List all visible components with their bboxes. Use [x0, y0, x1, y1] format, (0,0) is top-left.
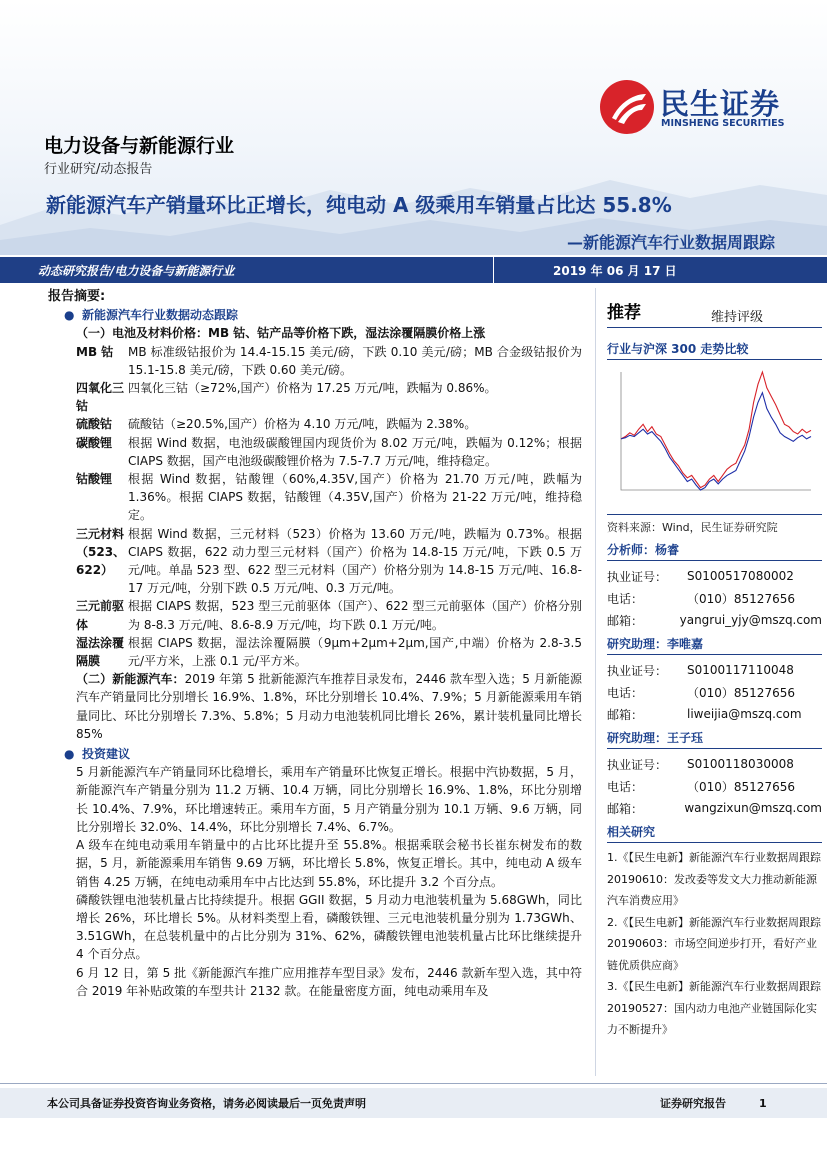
assistant1-contact: [607, 659, 822, 725]
company-logo: [600, 80, 800, 136]
section-tracking: [64, 306, 588, 324]
chart-series-line-2: [621, 393, 811, 490]
price-items: [40, 343, 588, 671]
sidebar-column: [607, 288, 822, 1041]
analyst-contact: [607, 565, 822, 631]
price-item: [40, 597, 588, 633]
section-tracking-label: 新能源汽车行业数据动态跟踪: [82, 308, 239, 323]
report-subtitle: —新能源汽车行业数据周跟踪: [566, 233, 775, 252]
contact-label: 电话：: [607, 685, 644, 700]
column-divider: [595, 288, 596, 1076]
logo-english-name: MINSHENG SECURITIES: [661, 118, 785, 129]
price-item-value: 根据 Wind 数据，钴酸锂（60%,4.35V,国产）价格为 21.70 万元/吨，跌幅为 1.36%。根据 CIAPS 数据，钴酸锂（4.35V,国产）价格为 21-22 万元/吨，维持稳定。: [128, 472, 582, 523]
footer-divider: [0, 1083, 827, 1084]
contact-value: （010）85127656: [687, 591, 795, 606]
price-item-key: 四氧化三钴: [76, 381, 125, 414]
assistant2-heading: 研究助理：王子珏: [607, 729, 822, 749]
price-item: [40, 470, 588, 525]
contact-label: 邮箱：: [607, 613, 644, 628]
contact-label: 执业证号：: [607, 663, 668, 678]
subsection-battery-prices: （一）电池及材料价格：MB 钴、钴产品等价格下跌，湿法涂覆隔膜价格上涨: [76, 326, 486, 341]
contact-row: [607, 565, 822, 587]
report-type: 行业研究/动态报告: [44, 162, 153, 177]
logo-emblem-icon: [600, 80, 654, 134]
chart-title: 行业与沪深 300 走势比较: [607, 340, 822, 360]
assistant2-contact: [607, 753, 822, 819]
contact-row: [607, 703, 822, 725]
price-item-value: MB 标准级钴报价为 14.4-15.15 美元/磅，下跌 0.10 美元/磅；MB 合金级钴报价为 15.1-15.8 美元/磅，下跌 0.60 美元/磅。: [128, 344, 582, 377]
chart-source: 资料来源：Wind，民生证券研究院: [607, 514, 822, 535]
trend-chart: [607, 366, 817, 506]
nev-summary-text: 2019 年第 5 批新能源汽车推荐目录发布，2446 款车型入选；5 月新能源汽车产销量同比分别增长 16.9%、1.8%，环比分别增长 10.4%、7.9%；5 月新能源乘用车销量同比、环比分别增长 7.3%、5.8%；5 月动力电池装机同比增长 26%，累计装机量同比增长 85%: [76, 672, 582, 741]
contact-row: [607, 775, 822, 797]
contact-label: 邮箱：: [607, 801, 644, 816]
investment-paragraph: 5 月新能源汽车产销量同环比稳增长，乘用车产销量环比恢复正增长。根据中汽协数据，5 月，新能源汽车产销量分别为 11.2 万辆、10.4 万辆，同比分别增长 16.9%、1.8%，环比分别增长 10.4%、7.9%，环比增速转正。乘用车方面，5 月产销量分别为 10.1 万辆、9.6 万辆，同比分别增长 32.0%、14.4%，环比分别增长 7.4%、6.7%。: [76, 765, 582, 834]
contact-value: （010）85127656: [687, 779, 795, 794]
contact-label: 电话：: [607, 779, 644, 794]
price-item-value: 根据 CIAPS 数据，湿法涂覆隔膜（9μm+2μm+2μm,国产,中端）价格为 2.8-3.5 元/平方米，上涨 0.1 元/平方米。: [128, 635, 582, 669]
section-investment-label: 投资建议: [82, 747, 131, 762]
price-item: [40, 525, 588, 598]
contact-row: [607, 681, 822, 703]
footer-page: 证券研究报告 1: [660, 1097, 767, 1110]
chart-series-line-1: [621, 372, 811, 488]
price-item-value: 根据 CIAPS 数据，523 型三元前驱体（国产）、622 型三元前驱体（国产）价格分别为 8-8.3 万元/吨、8.6-8.9 万元/吨，均下跌 0.1 万元/吨。: [128, 599, 582, 632]
contact-value: S0100117110048: [687, 663, 794, 677]
price-item: [40, 343, 588, 379]
header-band: [0, 0, 827, 255]
contact-label: 邮箱：: [607, 707, 644, 722]
industry-title: 电力设备与新能源行业: [44, 135, 235, 157]
price-item-key: 钴酸锂: [76, 472, 113, 487]
report-title: 新能源汽车产销量环比正增长，纯电动 A 级乘用车销量占比达 55.8%: [46, 193, 672, 217]
contact-label: 电话：: [607, 591, 644, 606]
contact-value: S0100118030008: [687, 757, 794, 771]
related-heading: 相关研究: [607, 823, 822, 843]
bullet-icon: ●: [64, 308, 75, 323]
contact-row: [607, 587, 822, 609]
contact-row: [607, 609, 822, 631]
price-item: [40, 434, 588, 470]
nev-summary-label: （二）新能源汽车：: [76, 672, 185, 687]
contact-value: liweijia@mszq.com: [687, 707, 802, 721]
price-item-key: 三元材料（523、622）: [76, 526, 126, 578]
price-item-value: 四氧化三钴（≥72%,国产）价格为 17.25 万元/吨，跌幅为 0.86%。: [128, 381, 497, 396]
summary-heading: 报告摘要:: [48, 289, 106, 304]
summary-column: [40, 288, 588, 1000]
rating-block: [607, 288, 822, 328]
chart-axes: [621, 372, 811, 490]
price-item-value: 根据 Wind 数据，三元材料（523）价格为 13.60 万元/吨，跌幅为 0.73%。根据 CIAPS 数据，622 动力型三元材料（国产）价格为 14.8-15 万元/吨，下跌 0.5 万元/吨。单晶 523 型、622 型三元材料（国产）价格分别为 14.8-15 万元/吨、16.8-17 万元/吨，分别下跌 0.5 万元/吨、0.3 万元/吨。: [128, 526, 582, 596]
contact-row: [607, 797, 822, 819]
contact-value: yangrui_yjy@mszq.com: [679, 613, 822, 627]
contact-value: wangzixun@mszq.com: [684, 801, 822, 815]
price-item-value: 硫酸钴（≥20.5%,国产）价格为 4.10 万元/吨，跌幅为 2.38%。: [128, 417, 477, 432]
contact-row: [607, 753, 822, 775]
section-investment: [64, 745, 588, 763]
price-item-value: 根据 Wind 数据，电池级碳酸锂国内现货价为 8.02 万元/吨，跌幅为 0.12%；根据 CIAPS 数据，国产电池级碳酸锂价格为 7.5-7.7 万元/吨，维持稳定。: [128, 435, 582, 468]
price-item: [40, 634, 588, 670]
price-item-key: MB 钴: [76, 344, 114, 359]
price-item: [40, 379, 588, 415]
logo-chinese-name: 民生证券: [660, 87, 781, 121]
contact-value: S0100517080002: [687, 569, 794, 583]
recommendation: 推荐: [607, 303, 641, 323]
related-report: 1.《【民生电新】新能源汽车行业数据周跟踪 20190610：发改委等发文大力推动新能源汽车消费应用》: [607, 851, 821, 907]
price-item-key: 湿法涂覆隔膜: [76, 635, 125, 669]
contact-label: 执业证号：: [607, 569, 668, 584]
contact-label: 执业证号：: [607, 757, 668, 772]
bar-divider: [493, 257, 494, 283]
bullet-icon: ●: [64, 747, 75, 762]
nev-summary: [76, 670, 588, 743]
footer-disclaimer: 本公司具备证券投资咨询业务资格，请务必阅读最后一页免责声明: [47, 1097, 366, 1110]
page-footer: [0, 1088, 827, 1118]
investment-paragraph: A 级车在纯电动乘用车销量中的占比环比提升至 55.8%。根据乘联会秘书长崔东树发布的数据，5 月，新能源乘用车销售 9.69 万辆，环比增长 5.8%，恢复正增长。其中，纯电动 A 级车销售 4.25 万辆，在纯电动乘用车中占比达到 55.8%，环比提升 3.2 个百分点。: [76, 838, 582, 889]
related-report: 2.《【民生电新】新能源汽车行业数据周跟踪 20190603：市场空间逆步打开，看好产业链优质供应商》: [607, 915, 821, 972]
analyst-heading: 分析师：杨睿: [607, 541, 822, 561]
report-date: 2019 年 06 月 17 日: [553, 264, 677, 278]
contact-value: （010）85127656: [687, 685, 795, 700]
price-item-key: 硫酸钴: [76, 417, 113, 432]
assistant1-heading: 研究助理：李唯嘉: [607, 635, 822, 655]
investment-paragraph: 磷酸铁锂电池装机量占比持续提升。根据 GGII 数据，5 月动力电池装机量为 5.68GWh，同比增长 26%，环比增长 5%。从材料类型上看，磷酸铁锂、三元电池装机量分别为 1.73GWh、3.51GWh，在总装机量中的占比分别为 31%、62%，磷酸铁锂电池装机量占比环比继续提升 4 个百分点。: [76, 892, 582, 962]
price-item-key: 碳酸锂: [76, 435, 113, 450]
contact-row: [607, 659, 822, 681]
related-report: 3.《【民生电新】新能源汽车行业数据周跟踪 20190527：国内动力电池产业链国际化实力不断提升》: [607, 980, 821, 1036]
price-item: [40, 415, 588, 433]
price-item-key: 三元前驱体: [76, 599, 125, 632]
report-info-bar: [0, 257, 827, 283]
related-list: [607, 847, 822, 1041]
rating-status: 维持评级: [711, 310, 764, 325]
investment-paragraph: 6 月 12 日，第 5 批《新能源汽车推广应用推荐车型目录》发布，2446 款新车型入选，其中符合 2019 年补贴政策的车型共计 2132 款。在能量密度方面，纯电动乘用车及: [76, 965, 582, 998]
report-category: 动态研究报告/电力设备与新能源行业: [38, 264, 235, 278]
investment-paragraphs: [40, 763, 588, 1000]
